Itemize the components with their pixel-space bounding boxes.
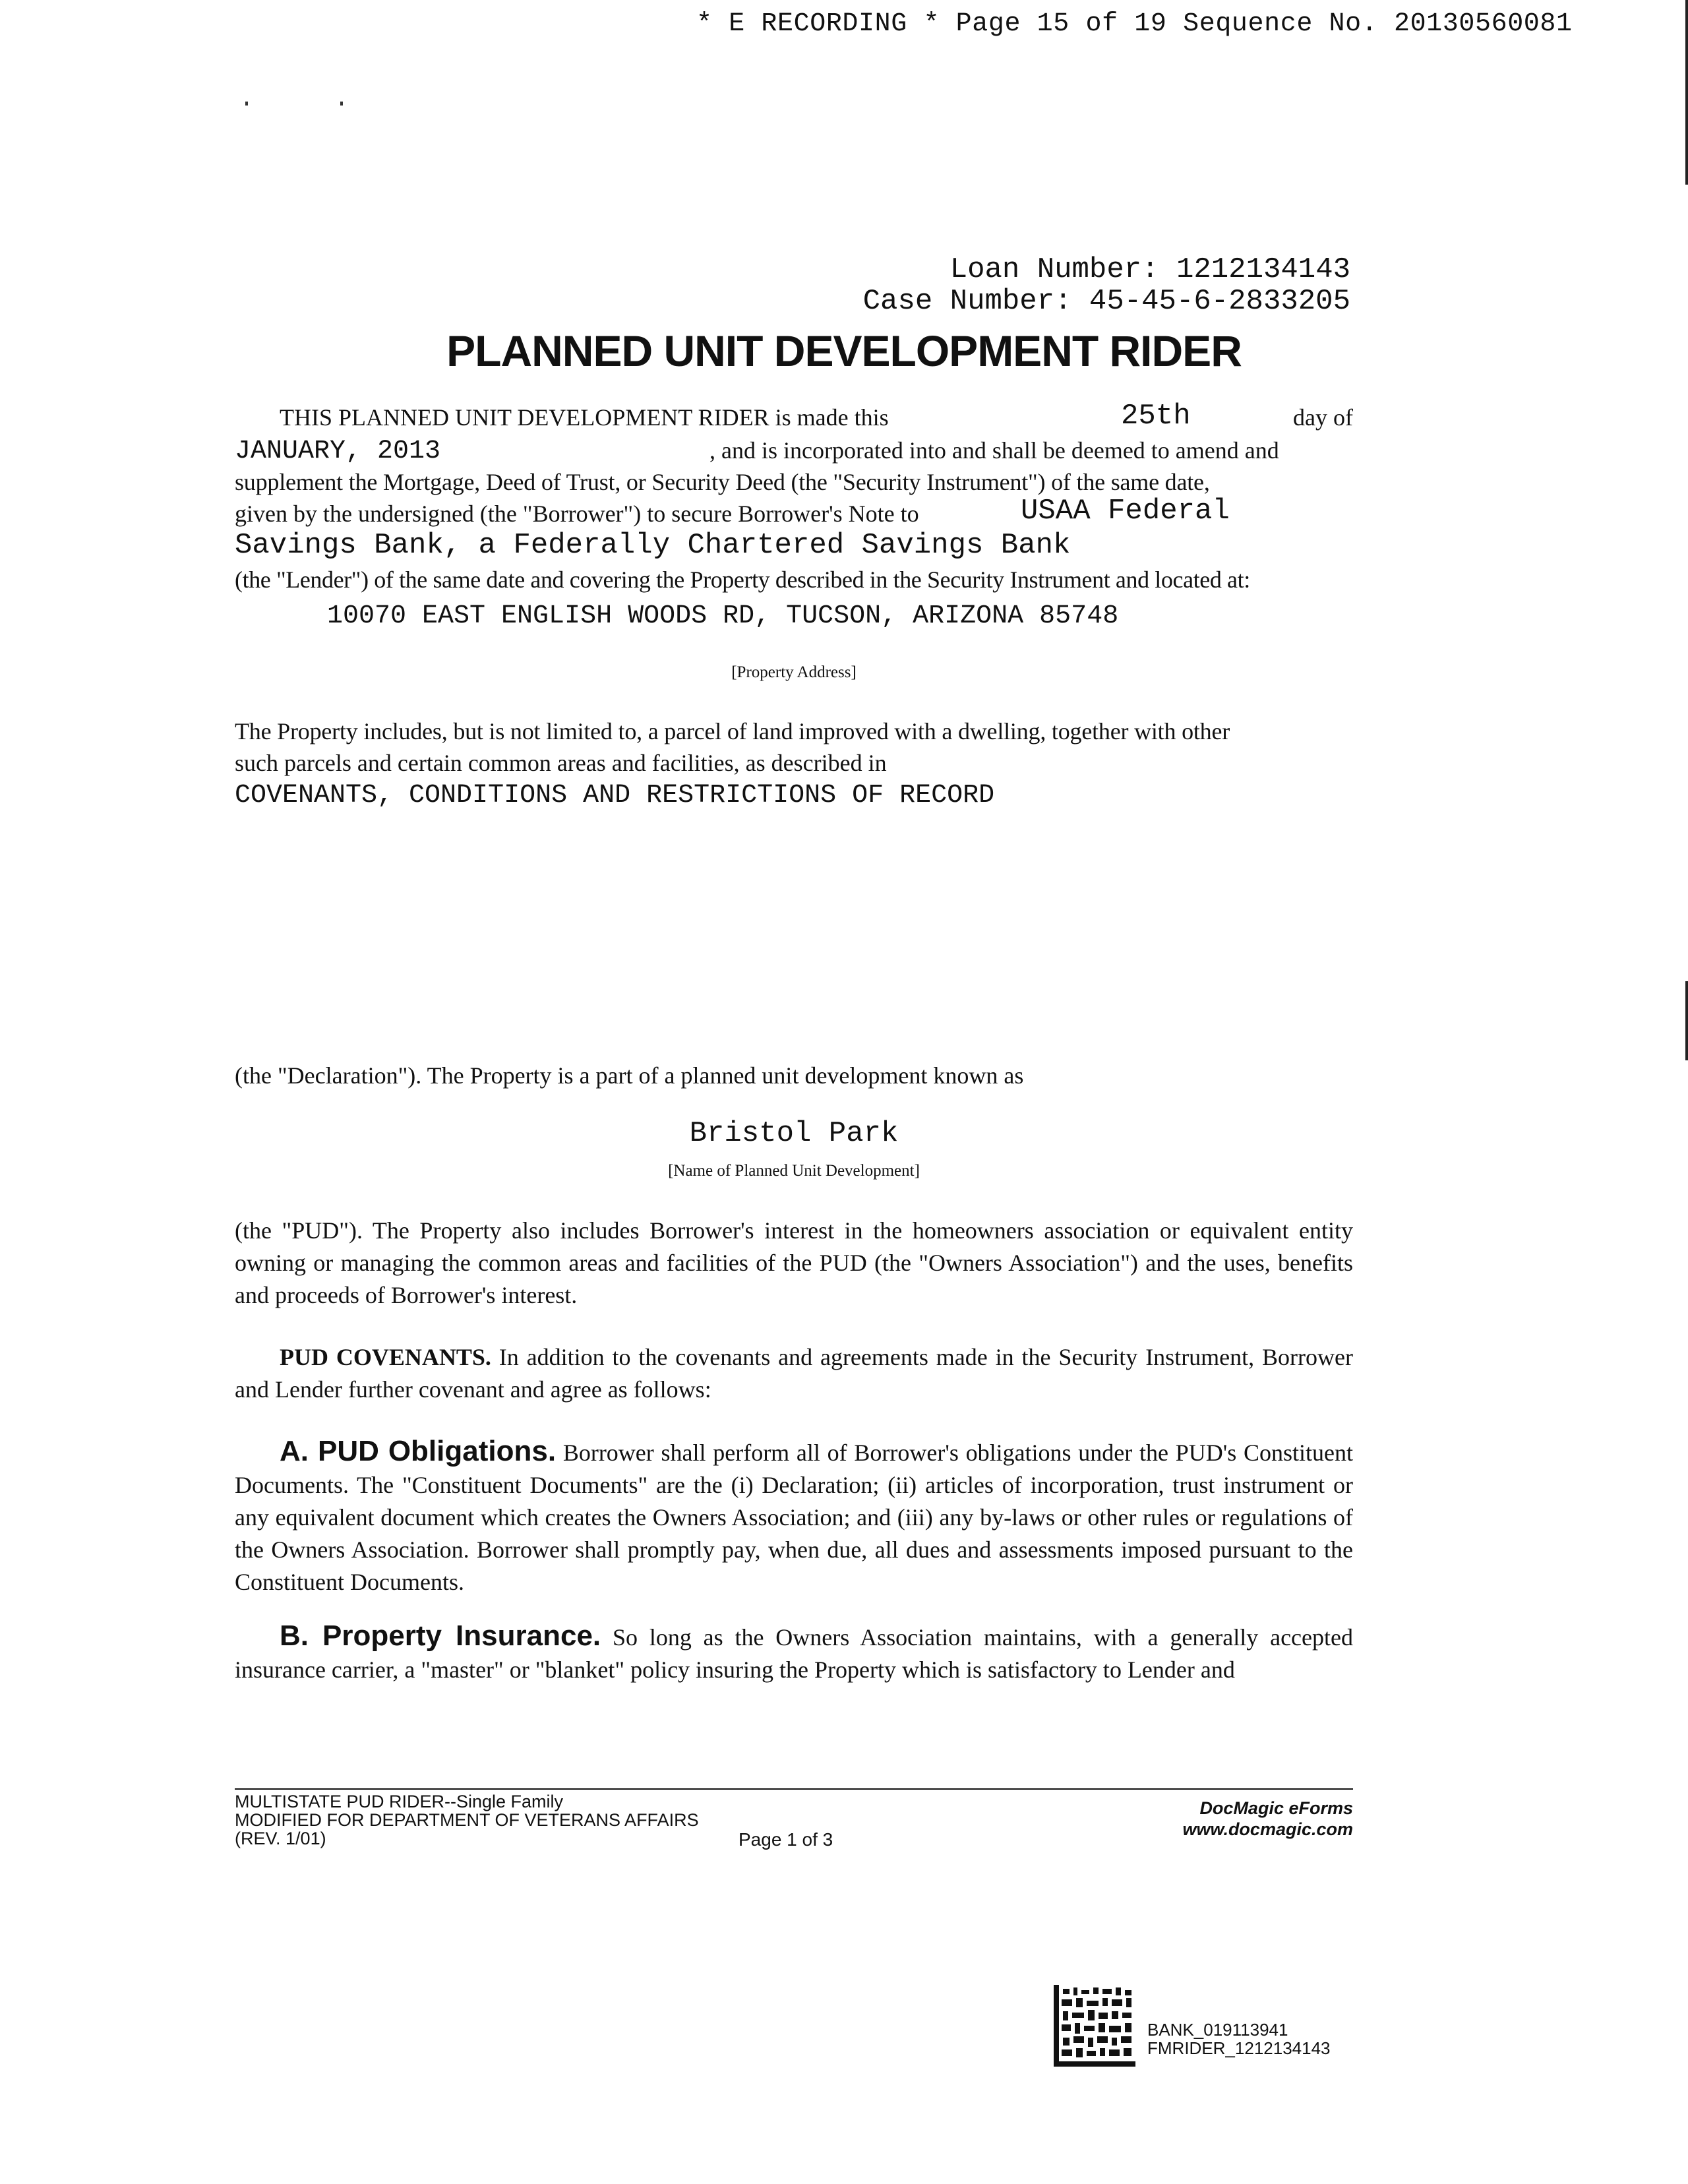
recording-header: * E RECORDING * Page 15 of 19 Sequence No. 20130560081 xyxy=(696,9,1573,39)
lender-name-part1: USAA Federal xyxy=(1021,495,1230,528)
footer-rule xyxy=(235,1788,1353,1790)
loan-number-label: Loan Number: xyxy=(950,253,1159,286)
footer-vendor xyxy=(1182,1798,1353,1840)
property-includes-line1: The Property includes, but is not limited to, a parcel of land improved with a dwelling, together with other xyxy=(235,718,1230,744)
barcode-labels xyxy=(1147,2020,1331,2057)
pud-name: Bristol Park xyxy=(689,1117,899,1150)
covenants-paragraph xyxy=(235,1341,1353,1406)
barcode-label-line2: FMRIDER_1212134143 xyxy=(1147,2038,1331,2058)
section-b-heading: B. Property Insurance. xyxy=(280,1620,601,1652)
footer-vendor-name: DocMagic eForms xyxy=(1199,1798,1353,1818)
barcode-icon xyxy=(1054,1985,1135,2067)
scan-speck xyxy=(340,102,343,106)
declaration-source: COVENANTS, CONDITIONS AND RESTRICTIONS OF RECORD xyxy=(235,781,995,810)
covenants-heading: PUD COVENANTS. xyxy=(280,1344,491,1370)
section-a-heading: A. PUD Obligations. xyxy=(280,1435,557,1467)
footer-vendor-url: www.docmagic.com xyxy=(1182,1819,1353,1839)
document-title: PLANNED UNIT DEVELOPMENT RIDER xyxy=(446,326,1242,375)
footer-form-info xyxy=(235,1792,699,1848)
case-number-value: 45-45-6-2833205 xyxy=(1089,285,1350,318)
scan-speck xyxy=(245,102,248,106)
property-address-caption: [Property Address] xyxy=(731,663,857,681)
scan-edge-mark xyxy=(1685,981,1688,1060)
footer-form-line2: MODIFIED FOR DEPARTMENT OF VETERANS AFFAIRS xyxy=(235,1810,699,1830)
section-a-paragraph xyxy=(235,1435,1353,1598)
loan-number-line xyxy=(950,253,1350,286)
case-number-line xyxy=(863,285,1350,318)
footer-form-line1: MULTISTATE PUD RIDER--Single Family xyxy=(235,1792,564,1811)
lender-name-part2: Savings Bank, a Federally Chartered Savings Bank xyxy=(235,529,1071,562)
covenants-text: In addition to the covenants and agreements made in the Security Instrument, Borrower and Lender further covenant and agree as follows: xyxy=(235,1344,1353,1403)
intro-lead: THIS PLANNED UNIT DEVELOPMENT RIDER is made this xyxy=(280,404,889,431)
section-b-paragraph xyxy=(235,1620,1353,1686)
pud-paragraph: (the "PUD"). The Property also includes Borrower's interest in the homeowners association or equivalent entity owning or managing the common areas and facilities of the PUD (the "Owners Association") and the uses, benefits and proceeds of Borrower's interest. xyxy=(235,1217,1353,1308)
case-number-label: Case Number: xyxy=(862,285,1072,318)
intro-line3: supplement the Mortgage, Deed of Trust, or Security Deed (the "Security Instrument") of the same date, xyxy=(235,469,1210,495)
scan-edge-mark xyxy=(1685,0,1688,185)
intro-day-of: day of xyxy=(1293,404,1353,431)
footer-form-line3: (REV. 1/01) xyxy=(235,1829,326,1848)
section-b-text: So long as the Owners Association maintains, with a generally accepted insurance carrier, a "master" or "blanket" policy insuring the Property which is satisfactory to Lender and xyxy=(235,1624,1353,1683)
intro-day-value: 25th xyxy=(1121,400,1191,433)
declaration-text: (the "Declaration"). The Property is a part of a planned unit development known as xyxy=(235,1062,1024,1089)
intro-after-date: , and is incorporated into and shall be deemed to amend and xyxy=(709,437,1279,464)
property-address: 10070 EAST ENGLISH WOODS RD, TUCSON, ARIZONA 85748 xyxy=(327,601,1119,631)
intro-month-year: JANUARY, 2013 xyxy=(235,437,441,466)
section-a-text: Borrower shall perform all of Borrower's obligations under the PUD's Constituent Documents. The "Constituent Documents" are the (i) Declaration; (ii) articles of incorporation, trust instrument or any equivalent document which creates the Owners Association; and (iii) any by-laws or other rules or regulations of the Owners Association. Borrower shall promptly pay, when due, all dues and assessments imposed pursuant to the Constituent Documents. xyxy=(235,1440,1354,1595)
intro-line6: (the "Lender") of the same date and covering the Property described in the Security Instrument and located at: xyxy=(235,566,1250,593)
barcode-label-line1: BANK_019113941 xyxy=(1147,2020,1288,2040)
footer-page-number: Page 1 of 3 xyxy=(738,1829,833,1850)
loan-number-value: 1212134143 xyxy=(1176,253,1350,286)
pud-name-caption: [Name of Planned Unit Development] xyxy=(668,1162,920,1180)
intro-line4: given by the undersigned (the "Borrower") to secure Borrower's Note to xyxy=(235,501,919,527)
property-includes-line2: such parcels and certain common areas and facilities, as described in xyxy=(235,750,887,776)
